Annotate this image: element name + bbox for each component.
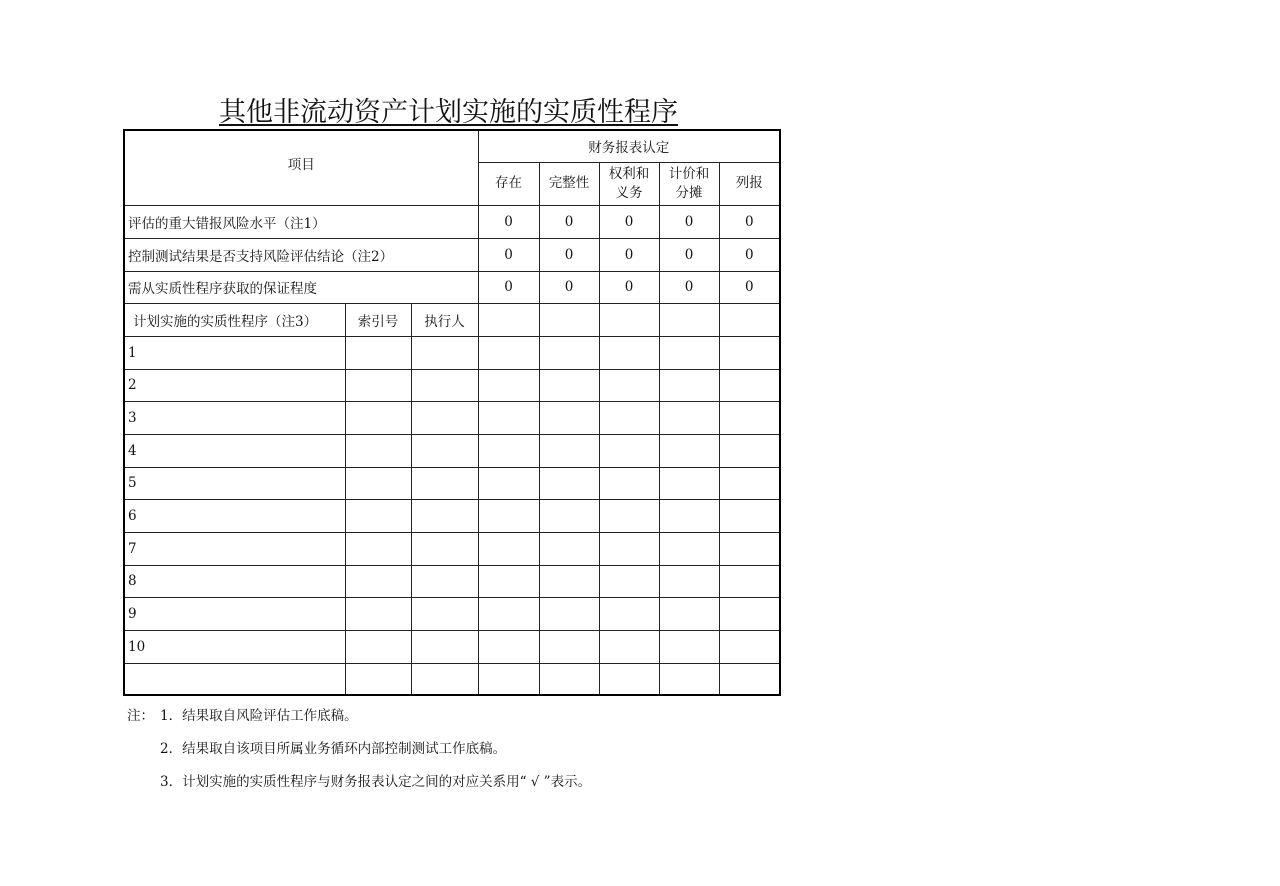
assertion-check-cell[interactable]	[599, 434, 659, 467]
performer-cell[interactable]	[411, 630, 478, 663]
assertion-check-cell[interactable]	[659, 499, 719, 532]
assertion-check-cell[interactable]	[599, 565, 659, 597]
assessment-value[interactable]: 0	[599, 238, 659, 271]
assessment-value[interactable]: 0	[539, 205, 599, 238]
assertion-check-cell[interactable]	[478, 663, 539, 695]
assertion-check-cell[interactable]	[659, 336, 719, 369]
assertion-check-cell[interactable]	[719, 597, 780, 630]
index-no-cell[interactable]	[345, 597, 411, 630]
assertion-check-cell[interactable]	[719, 467, 780, 499]
assertion-check-cell[interactable]	[539, 303, 599, 336]
assessment-label: 需从实质性程序获取的保证程度	[124, 271, 478, 303]
assertion-check-cell[interactable]	[478, 369, 539, 401]
header-item: 项目	[124, 130, 478, 205]
assertion-check-cell[interactable]	[719, 336, 780, 369]
assessment-value[interactable]: 0	[659, 238, 719, 271]
table-row	[124, 532, 780, 565]
procedure-cell[interactable]: 2	[124, 369, 345, 401]
performer-cell[interactable]	[411, 597, 478, 630]
assertion-check-cell[interactable]	[599, 597, 659, 630]
assertion-check-cell[interactable]	[539, 499, 599, 532]
assertion-check-cell[interactable]	[599, 336, 659, 369]
procedure-cell[interactable]: 8	[124, 565, 345, 597]
procedure-header: 计划实施的实质性程序（注3）	[124, 303, 345, 336]
note-2: 2．结果取自该项目所属业务循环内部控制测试工作底稿。	[160, 741, 507, 757]
assessment-value[interactable]: 0	[478, 205, 539, 238]
assertion-check-cell[interactable]	[539, 532, 599, 565]
table-row	[124, 303, 780, 336]
assertion-check-cell[interactable]	[478, 434, 539, 467]
assertion-check-cell[interactable]	[659, 532, 719, 565]
assertion-check-cell[interactable]	[599, 630, 659, 663]
procedure-cell[interactable]: 3	[124, 401, 345, 434]
note-3: 3．计划实施的实质性程序与财务报表认定之间的对应关系用“ √ ”表示。	[160, 774, 592, 790]
assertion-check-cell[interactable]	[599, 499, 659, 532]
assessment-value[interactable]: 0	[599, 205, 659, 238]
performer-header: 执行人	[411, 303, 478, 336]
procedure-cell[interactable]: 1	[124, 336, 345, 369]
assertion-check-cell[interactable]	[539, 467, 599, 499]
assertion-check-cell[interactable]	[599, 467, 659, 499]
table-row	[124, 434, 780, 467]
performer-cell[interactable]	[411, 434, 478, 467]
index-no-cell[interactable]	[345, 467, 411, 499]
assertion-check-cell[interactable]	[599, 401, 659, 434]
assertion-check-cell[interactable]	[478, 630, 539, 663]
assessment-value[interactable]: 0	[719, 205, 780, 238]
header-assertion: 存在	[478, 162, 539, 205]
table-row	[124, 336, 780, 369]
performer-cell[interactable]	[411, 336, 478, 369]
procedure-cell[interactable]: 10	[124, 630, 345, 663]
assertion-check-cell[interactable]	[539, 597, 599, 630]
assertion-check-cell[interactable]	[539, 630, 599, 663]
index-no-cell[interactable]	[345, 434, 411, 467]
assertion-check-cell[interactable]	[478, 303, 539, 336]
assessment-value[interactable]: 0	[539, 238, 599, 271]
header-assertion: 列报	[719, 162, 780, 205]
procedure-cell[interactable]	[124, 663, 345, 695]
assessment-label: 控制测试结果是否支持风险评估结论（注2）	[124, 238, 478, 271]
notes-prefix: 注：	[127, 708, 154, 724]
procedure-cell[interactable]: 4	[124, 434, 345, 467]
note-1	[127, 704, 358, 724]
index-no-cell[interactable]	[345, 532, 411, 565]
table-row	[124, 238, 780, 271]
assessment-value[interactable]: 0	[719, 271, 780, 303]
header-assertion: 计价和 分摊	[659, 162, 719, 205]
assertion-check-cell[interactable]	[478, 565, 539, 597]
assertion-check-cell[interactable]	[719, 663, 780, 695]
assertion-check-cell[interactable]	[659, 434, 719, 467]
assertion-check-cell[interactable]	[659, 565, 719, 597]
assertion-check-cell[interactable]	[539, 434, 599, 467]
assertion-check-cell[interactable]	[478, 597, 539, 630]
assertion-check-cell[interactable]	[719, 532, 780, 565]
assertion-check-cell[interactable]	[478, 467, 539, 499]
index-no-cell[interactable]	[345, 401, 411, 434]
performer-cell[interactable]	[411, 369, 478, 401]
procedure-cell[interactable]: 9	[124, 597, 345, 630]
performer-cell[interactable]	[411, 565, 478, 597]
assessment-value[interactable]: 0	[539, 271, 599, 303]
table-row	[124, 597, 780, 630]
assessment-value[interactable]: 0	[478, 238, 539, 271]
note-1-text: 1．结果取自风险评估工作底稿。	[160, 708, 358, 724]
assessment-value[interactable]: 0	[478, 271, 539, 303]
page-title: 其他非流动资产计划实施的实质性程序	[219, 97, 678, 128]
assertion-check-cell[interactable]	[539, 369, 599, 401]
index-no-cell[interactable]	[345, 369, 411, 401]
table-row	[124, 663, 780, 695]
performer-cell[interactable]	[411, 401, 478, 434]
header-assertion: 完整性	[539, 162, 599, 205]
assertion-check-cell[interactable]	[539, 663, 599, 695]
assessment-value[interactable]: 0	[659, 271, 719, 303]
assertion-check-cell[interactable]	[599, 303, 659, 336]
performer-cell[interactable]	[411, 663, 478, 695]
assertion-check-cell[interactable]	[539, 336, 599, 369]
assertion-check-cell[interactable]	[478, 499, 539, 532]
performer-cell[interactable]	[411, 499, 478, 532]
assessment-value[interactable]: 0	[599, 271, 659, 303]
index-no-cell[interactable]	[345, 630, 411, 663]
index-no-cell[interactable]	[345, 499, 411, 532]
assertion-check-cell[interactable]	[719, 303, 780, 336]
assertion-check-cell[interactable]	[719, 434, 780, 467]
table-row	[124, 130, 780, 162]
assertion-check-cell[interactable]	[599, 532, 659, 565]
assertion-check-cell[interactable]	[478, 336, 539, 369]
assertion-check-cell[interactable]	[659, 401, 719, 434]
index-no-header: 索引号	[345, 303, 411, 336]
assertion-check-cell[interactable]	[659, 663, 719, 695]
assertion-check-cell[interactable]	[478, 532, 539, 565]
assertion-check-cell[interactable]	[539, 401, 599, 434]
assessment-value[interactable]: 0	[719, 238, 780, 271]
table-row	[124, 205, 780, 238]
assertion-check-cell[interactable]	[719, 630, 780, 663]
table-row	[124, 271, 780, 303]
assertion-check-cell[interactable]	[659, 597, 719, 630]
assessment-label: 评估的重大错报风险水平（注1）	[124, 205, 478, 238]
assertion-check-cell[interactable]	[719, 401, 780, 434]
procedure-cell[interactable]: 5	[124, 467, 345, 499]
assertion-check-cell[interactable]	[659, 303, 719, 336]
assertion-check-cell[interactable]	[659, 369, 719, 401]
assertion-check-cell[interactable]	[719, 499, 780, 532]
assertion-check-cell[interactable]	[478, 401, 539, 434]
index-no-cell[interactable]	[345, 565, 411, 597]
index-no-cell[interactable]	[345, 336, 411, 369]
table-row	[124, 401, 780, 434]
assertion-check-cell[interactable]	[659, 630, 719, 663]
performer-cell[interactable]	[411, 467, 478, 499]
performer-cell[interactable]	[411, 532, 478, 565]
header-assertions-group: 财务报表认定	[478, 130, 780, 162]
table-row	[124, 630, 780, 663]
assessment-value[interactable]: 0	[659, 205, 719, 238]
assertion-check-cell[interactable]	[719, 369, 780, 401]
procedure-cell[interactable]: 7	[124, 532, 345, 565]
assertion-check-cell[interactable]	[719, 565, 780, 597]
table-row	[124, 369, 780, 401]
header-assertion: 权利和 义务	[599, 162, 659, 205]
assertion-check-cell[interactable]	[599, 663, 659, 695]
table-row	[124, 499, 780, 532]
table-row	[124, 467, 780, 499]
assertion-check-cell[interactable]	[599, 369, 659, 401]
assertion-check-cell[interactable]	[539, 565, 599, 597]
substantive-procedures-table	[123, 129, 781, 696]
table-row	[124, 565, 780, 597]
assertion-check-cell[interactable]	[659, 467, 719, 499]
index-no-cell[interactable]	[345, 663, 411, 695]
procedure-cell[interactable]: 6	[124, 499, 345, 532]
